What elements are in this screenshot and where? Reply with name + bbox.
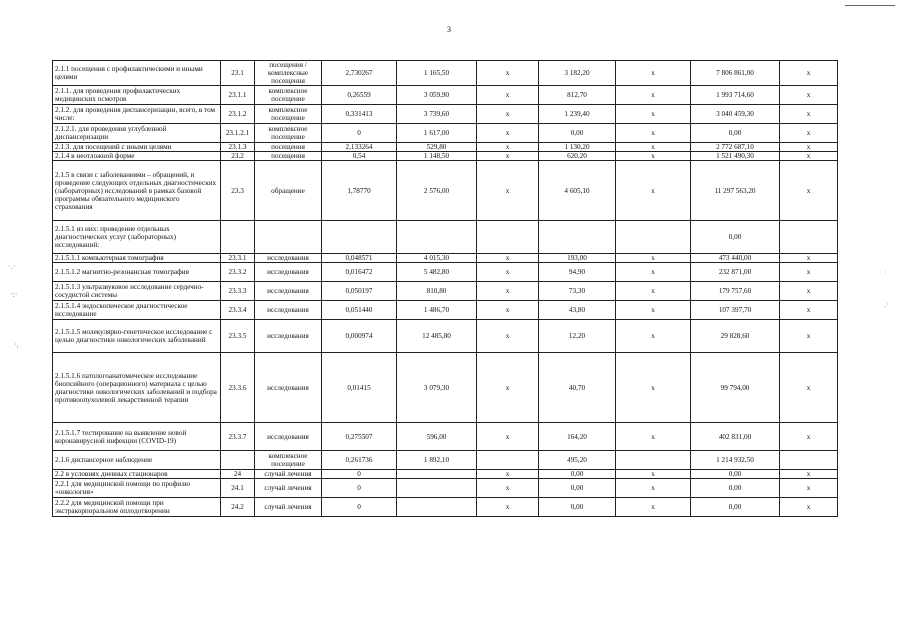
cell-x3: x	[780, 143, 838, 152]
cell-unit: исследования	[255, 301, 322, 320]
cell-code: 23.3	[221, 161, 255, 221]
cell-x2: x	[616, 301, 691, 320]
table-row	[53, 152, 838, 161]
scan-edge-line	[845, 5, 895, 6]
cell-amount: 43,80	[539, 301, 616, 320]
cell-x3: x	[780, 152, 838, 161]
cell-amount: 495,20	[539, 451, 616, 470]
cell-x1: x	[477, 470, 539, 479]
cell-x2: x	[616, 263, 691, 282]
table-row	[53, 143, 838, 152]
cell-name: 2.2.2 для медицинской помощи при экстракорпоральном оплодотворении	[53, 498, 221, 517]
cell-name: 2.1.5.1.1 компьютерная томография	[53, 254, 221, 263]
cell-x2: x	[616, 254, 691, 263]
table-row	[53, 254, 838, 263]
cell-total: 99 794,00	[691, 353, 780, 423]
cell-cost	[397, 479, 477, 498]
cell-cost: 1 486,70	[397, 301, 477, 320]
cell-norm: 0,01415	[322, 353, 397, 423]
cell-code: 23.1.2.1	[221, 124, 255, 143]
cell-x1: x	[477, 86, 539, 105]
cell-amount: 12,20	[539, 320, 616, 353]
cell-x3: x	[780, 470, 838, 479]
cell-x1	[477, 221, 539, 254]
table-row	[53, 263, 838, 282]
cell-total: 0,00	[691, 470, 780, 479]
cell-total: 179 757,60	[691, 282, 780, 301]
cell-x1: x	[477, 301, 539, 320]
cell-name: 2.1.5 в связи с заболеваниями – обращений, и проведение следующих отдельных диагностических (лабораторных) исследований в рамках базовой программы обязательного медицинского страхования	[53, 161, 221, 221]
cell-x1: x	[477, 105, 539, 124]
cell-x1: x	[477, 353, 539, 423]
cell-x3: x	[780, 301, 838, 320]
cell-unit: обращение	[255, 161, 322, 221]
cell-cost: 529,80	[397, 143, 477, 152]
cell-x2	[616, 451, 691, 470]
cell-cost	[397, 221, 477, 254]
cell-x3: x	[780, 263, 838, 282]
cell-unit: исследования	[255, 282, 322, 301]
cell-unit: случай лечения	[255, 479, 322, 498]
cell-x2: x	[616, 86, 691, 105]
table-row	[53, 124, 838, 143]
cell-cost: 1 165,50	[397, 61, 477, 86]
cell-amount: 812,70	[539, 86, 616, 105]
cell-unit: комплексное посещение	[255, 86, 322, 105]
cell-code: 23.1.2	[221, 105, 255, 124]
table-row	[53, 498, 838, 517]
cell-unit: комплексное посещение	[255, 105, 322, 124]
cell-x1: x	[477, 282, 539, 301]
cell-code: 23.3.3	[221, 282, 255, 301]
cell-name: 2.1.2. для проведения диспансеризации, всего, в том числе:	[53, 105, 221, 124]
scan-artifact: ·:·	[10, 290, 18, 299]
page-number: 3	[447, 25, 451, 34]
cell-total: 0,00	[691, 498, 780, 517]
cell-x2: x	[616, 498, 691, 517]
cell-x1: x	[477, 161, 539, 221]
table-row	[53, 86, 838, 105]
cell-code	[221, 451, 255, 470]
cell-x2: x	[616, 353, 691, 423]
cell-x1: x	[477, 124, 539, 143]
cell-norm: 0,000974	[322, 320, 397, 353]
cell-norm: 0,331413	[322, 105, 397, 124]
cell-x2: x	[616, 320, 691, 353]
cell-code	[221, 221, 255, 254]
cell-x2: x	[616, 105, 691, 124]
cell-x2: x	[616, 143, 691, 152]
cell-amount: 164,20	[539, 423, 616, 451]
cell-cost	[397, 498, 477, 517]
cell-cost: 5 482,80	[397, 263, 477, 282]
cell-x3: x	[780, 161, 838, 221]
table-row	[53, 320, 838, 353]
cell-x1: x	[477, 479, 539, 498]
cell-x3	[780, 451, 838, 470]
cell-unit: комплексное посещение	[255, 124, 322, 143]
cell-x3: x	[780, 254, 838, 263]
cell-total: 2 772 687,10	[691, 143, 780, 152]
cell-x3: x	[780, 86, 838, 105]
cell-x2: x	[616, 152, 691, 161]
cell-code: 23.3.4	[221, 301, 255, 320]
table-row	[53, 353, 838, 423]
scan-artifact: ·,	[14, 340, 19, 349]
cell-total: 232 871,00	[691, 263, 780, 282]
table-row	[53, 451, 838, 470]
cell-unit: посещения / комплексные посещения	[255, 61, 322, 86]
cell-cost: 596,00	[397, 423, 477, 451]
table-row	[53, 479, 838, 498]
cell-code: 24	[221, 470, 255, 479]
cell-norm: 0,016472	[322, 263, 397, 282]
cell-x1: x	[477, 61, 539, 86]
scan-artifact: ·	[884, 268, 887, 277]
cell-norm: 0,048571	[322, 254, 397, 263]
cell-amount: 0,00	[539, 124, 616, 143]
cell-name: 2.1.5.1.4 эндоскопическое диагностическое исследование	[53, 301, 221, 320]
cell-unit: случай лечения	[255, 470, 322, 479]
cell-unit: исследования	[255, 254, 322, 263]
cell-name: 2.1.6 диспансерное наблюдение	[53, 451, 221, 470]
cell-amount: 3 182,20	[539, 61, 616, 86]
cell-total: 0,00	[691, 221, 780, 254]
cell-unit: посещения	[255, 143, 322, 152]
cell-norm: 0	[322, 470, 397, 479]
cell-unit: исследования	[255, 353, 322, 423]
cell-norm: 0,051440	[322, 301, 397, 320]
cell-cost: 1 148,50	[397, 152, 477, 161]
cell-name: 2.2.1 для медицинской помощи по профилю «онкология»	[53, 479, 221, 498]
cell-total: 473 440,00	[691, 254, 780, 263]
cell-x2	[616, 221, 691, 254]
cell-unit: случай лечения	[255, 498, 322, 517]
cell-cost: 12 485,80	[397, 320, 477, 353]
cell-total: 29 828,60	[691, 320, 780, 353]
table-row	[53, 221, 838, 254]
cell-total: 1 214 932,50	[691, 451, 780, 470]
cell-x2: x	[616, 282, 691, 301]
cell-norm: 1,78770	[322, 161, 397, 221]
cell-code: 23.3.6	[221, 353, 255, 423]
cell-amount: 94,90	[539, 263, 616, 282]
table-row	[53, 470, 838, 479]
cell-x3: x	[780, 105, 838, 124]
cell-x1: x	[477, 320, 539, 353]
cell-cost: 3 059,90	[397, 86, 477, 105]
scan-artifact: ·.·	[8, 262, 16, 271]
cell-code: 23.3.5	[221, 320, 255, 353]
cell-x1: x	[477, 498, 539, 517]
cell-amount: 0,00	[539, 479, 616, 498]
cell-code: 23.3.2	[221, 263, 255, 282]
cell-unit: посещения	[255, 152, 322, 161]
cell-x3: x	[780, 124, 838, 143]
cell-name: 2.1.5.1 из них: проведение отдельных диагностических услуг (лабораторных) исследований:	[53, 221, 221, 254]
cell-x3	[780, 221, 838, 254]
cell-x3: x	[780, 353, 838, 423]
cell-amount: 1 239,40	[539, 105, 616, 124]
cell-cost: 810,80	[397, 282, 477, 301]
cell-amount: 4 605,10	[539, 161, 616, 221]
cell-norm: 0	[322, 124, 397, 143]
cell-cost: 1 617,00	[397, 124, 477, 143]
cell-name: 2.1.4 в неотложной форме	[53, 152, 221, 161]
cell-amount: 0,00	[539, 498, 616, 517]
cell-amount: 40,70	[539, 353, 616, 423]
cell-norm: 0,275507	[322, 423, 397, 451]
cell-total: 1 993 714,60	[691, 86, 780, 105]
cell-name: 2.1.5.1.6 патологоанатомическое исследование биопсийного (операционного) материала с целью диагностики онкологических заболеваний и подбора противоопухолевой лекарственной терапии	[53, 353, 221, 423]
cell-name: 2.1.2.1. для проведения углубленной диспансеризации	[53, 124, 221, 143]
cell-x3: x	[780, 498, 838, 517]
cell-x1: x	[477, 254, 539, 263]
cell-code: 23.1.3	[221, 143, 255, 152]
cell-total: 1 521 490,30	[691, 152, 780, 161]
cell-unit: исследования	[255, 423, 322, 451]
cell-total: 0,00	[691, 124, 780, 143]
cell-x1: x	[477, 152, 539, 161]
cell-code: 23.2	[221, 152, 255, 161]
cell-x3: x	[780, 282, 838, 301]
cell-amount: 0,00	[539, 470, 616, 479]
cell-x3: x	[780, 320, 838, 353]
cell-cost: 3 739,60	[397, 105, 477, 124]
cell-x2: x	[616, 161, 691, 221]
cell-total: 3 040 459,30	[691, 105, 780, 124]
cell-amount: 193,00	[539, 254, 616, 263]
cell-name: 2.1.5.1.3 ультразвуковое исследование сердечно-сосудистой системы	[53, 282, 221, 301]
table-row	[53, 423, 838, 451]
cell-code: 23.1	[221, 61, 255, 86]
cell-name: 2.1.1 посещения с профилактическими и иными целями	[53, 61, 221, 86]
cell-x3: x	[780, 423, 838, 451]
cell-total: 402 831,00	[691, 423, 780, 451]
table-row	[53, 105, 838, 124]
cell-unit: исследования	[255, 320, 322, 353]
cell-unit	[255, 221, 322, 254]
cell-unit: комплексное посещение	[255, 451, 322, 470]
cell-x2: x	[616, 124, 691, 143]
cell-unit: исследования	[255, 263, 322, 282]
cell-code: 24.2	[221, 498, 255, 517]
table-row	[53, 61, 838, 86]
cell-x1: x	[477, 263, 539, 282]
cell-name: 2.1.3. для посещений с иными целями	[53, 143, 221, 152]
cell-total: 7 806 861,00	[691, 61, 780, 86]
cell-code: 23.1.1	[221, 86, 255, 105]
cell-code: 23.3.7	[221, 423, 255, 451]
table-row	[53, 301, 838, 320]
cell-code: 24.1	[221, 479, 255, 498]
cell-x3: x	[780, 61, 838, 86]
table-row	[53, 161, 838, 221]
cell-x1	[477, 451, 539, 470]
cell-amount: 73,30	[539, 282, 616, 301]
cell-cost: 1 892,10	[397, 451, 477, 470]
cell-cost: 4 015,30	[397, 254, 477, 263]
cell-norm: 0,261736	[322, 451, 397, 470]
cell-norm: 0,26559	[322, 86, 397, 105]
cell-name: 2.1.1. для проведения профилактических медицинских осмотров	[53, 86, 221, 105]
cell-cost: 3 079,30	[397, 353, 477, 423]
cell-norm: 0	[322, 498, 397, 517]
cell-amount: 620,20	[539, 152, 616, 161]
cell-name: 2.2 в условиях дневных стационаров	[53, 470, 221, 479]
cell-name: 2.1.5.1.5 молекулярно-генетическое исследование с целью диагностики онкологических заболеваний	[53, 320, 221, 353]
cell-norm: 2,133264	[322, 143, 397, 152]
scan-artifact: .·	[884, 300, 889, 309]
cell-norm: 0,050197	[322, 282, 397, 301]
cell-norm	[322, 221, 397, 254]
cell-norm: 0,54	[322, 152, 397, 161]
cell-cost: 2 576,00	[397, 161, 477, 221]
cell-amount: 1 130,20	[539, 143, 616, 152]
cell-name: 2.1.5.1.7 тестирование на выявление новой коронавирусной инфекции (COVID-19)	[53, 423, 221, 451]
cell-cost	[397, 470, 477, 479]
cell-norm: 2,730267	[322, 61, 397, 86]
cell-total: 107 397,70	[691, 301, 780, 320]
cell-x3: x	[780, 479, 838, 498]
cell-name: 2.1.5.1.2 магнитно-резонансная томография	[53, 263, 221, 282]
cell-norm: 0	[322, 479, 397, 498]
table-row	[53, 282, 838, 301]
cell-total: 11 297 563,20	[691, 161, 780, 221]
cell-x2: x	[616, 479, 691, 498]
cell-x1: x	[477, 143, 539, 152]
data-table	[52, 60, 838, 517]
cell-x2: x	[616, 423, 691, 451]
cell-total: 0,00	[691, 479, 780, 498]
cell-amount	[539, 221, 616, 254]
cell-code: 23.3.1	[221, 254, 255, 263]
cell-x2: x	[616, 61, 691, 86]
cell-x1: x	[477, 423, 539, 451]
cell-x2: x	[616, 470, 691, 479]
